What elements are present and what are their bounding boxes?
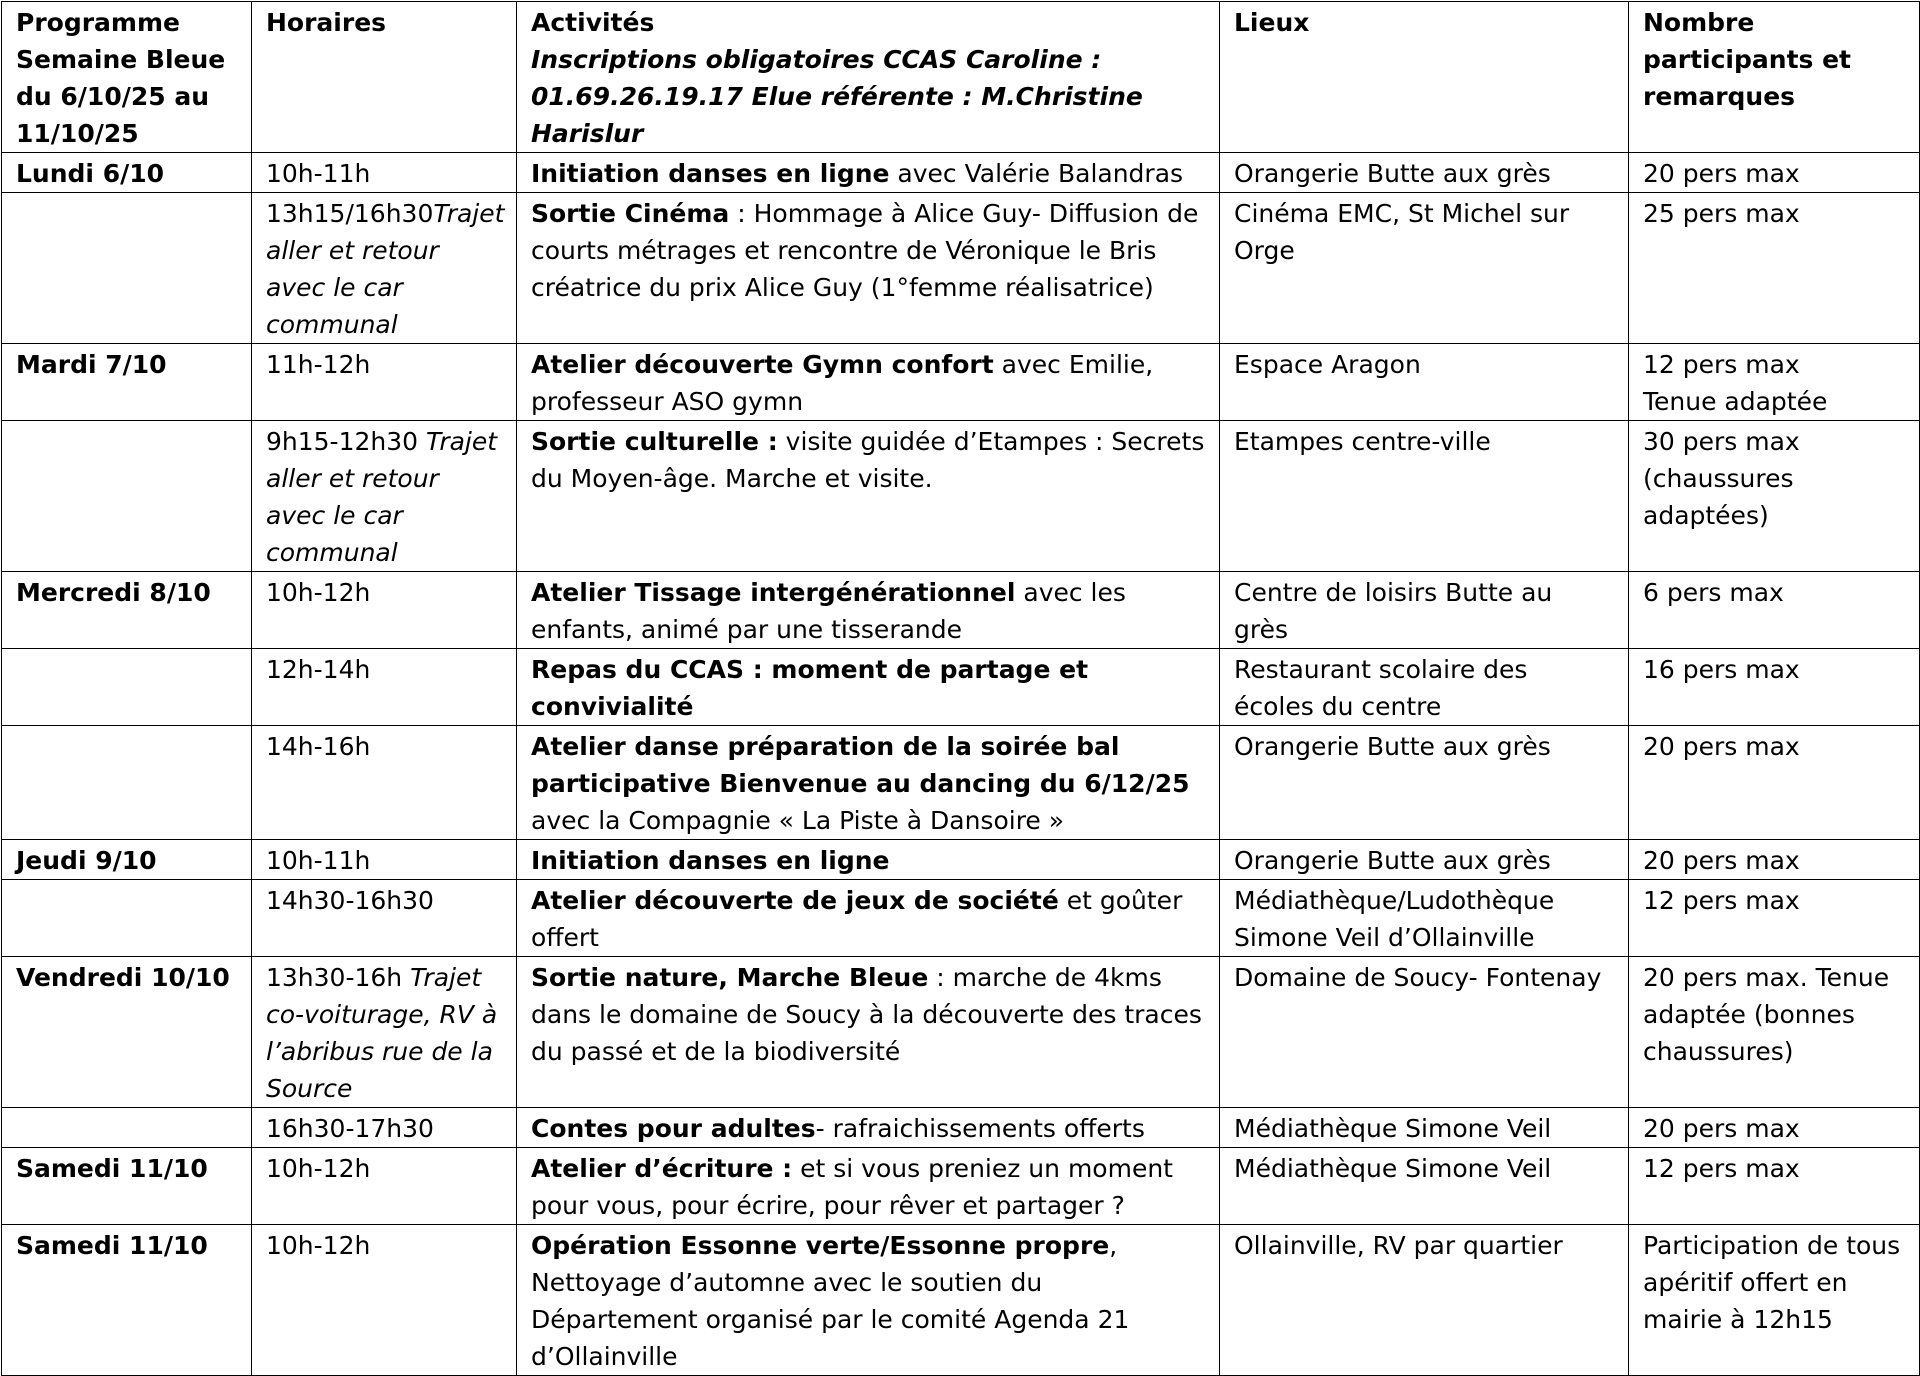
time-value: 13h15/16h30 [266,199,434,228]
day-cell [2,1108,252,1148]
header-lieux: Lieux [1220,2,1629,153]
activity-cell [517,153,1220,193]
time-cell [252,421,517,572]
time-cell [252,572,517,649]
activity-details: : Hommage à Alice Guy- Diffusion de courts métrages et rencontre de Véronique le Bris créatrice du prix Alice Guy (1°femme réalisatrice) [531,199,1199,302]
time-value: 14h30-16h30 [266,886,434,915]
time-cell [252,649,517,726]
place-cell: Ollainville, RV par quartier [1220,1225,1629,1376]
day-cell: Lundi 6/10 [2,153,252,193]
place-cell: Médiathèque/Ludothèque Simone Veil d’Ollainville [1220,880,1629,957]
place-cell: Médiathèque Simone Veil [1220,1148,1629,1225]
time-cell [252,957,517,1108]
remarks-cell: 20 pers max [1629,1108,1920,1148]
header-participants: Nombre participants et remarques [1629,2,1920,153]
time-cell [252,193,517,344]
activity-details: et si vous preniez un moment pour vous, pour écrire, pour rêver et partager ? [531,1154,1173,1220]
activity-title: Sortie Cinéma [531,199,730,228]
time-cell [252,1148,517,1225]
activity-details: avec Valérie Balandras [889,159,1184,188]
time-value: 12h-14h [266,655,371,684]
place-cell: Restaurant scolaire des écoles du centre [1220,649,1629,726]
remarks-cell: 12 pers max [1629,880,1920,957]
activity-title: Atelier d’écriture : [531,1154,793,1183]
activity-cell [517,193,1220,344]
day-cell [2,649,252,726]
activity-title: Initiation danses en ligne [531,846,890,875]
time-value: 10h-12h [266,1154,371,1183]
activity-title: Sortie nature, Marche Bleue [531,963,929,992]
time-note: Trajet aller et retour avec le car communal [266,199,505,339]
activity-cell [517,840,1220,880]
activity-cell [517,649,1220,726]
remarks-cell: 20 pers max. Tenue adaptée (bonnes chaussures) [1629,957,1920,1108]
table-row [2,840,1920,880]
remarks-cell: 30 pers max (chaussures adaptées) [1629,421,1920,572]
table-row [2,1225,1920,1376]
place-cell: Centre de loisirs Butte au grès [1220,572,1629,649]
remarks-cell: 20 pers max [1629,153,1920,193]
activity-title: Atelier découverte de jeux de société [531,886,1059,915]
place-cell: Cinéma EMC, St Michel sur Orge [1220,193,1629,344]
table-row [2,649,1920,726]
activity-details: avec Emilie, professeur ASO gymn [531,350,1154,416]
place-cell: Etampes centre-ville [1220,421,1629,572]
remarks-cell: 12 pers max [1629,1148,1920,1225]
table-row [2,880,1920,957]
time-note: Trajet aller et retour avec le car communal [266,427,498,567]
schedule-table [1,1,1920,1376]
day-cell: Samedi 11/10 [2,1225,252,1376]
activity-title: Atelier danse préparation de la soirée bal participative Bienvenue au dancing du 6/12/25 [531,732,1190,798]
activity-cell [517,344,1220,421]
place-cell: Orangerie Butte aux grès [1220,726,1629,840]
day-cell: Mercredi 8/10 [2,572,252,649]
table-row [2,344,1920,421]
activity-title: Opération Essonne verte/Essonne propre [531,1231,1110,1260]
time-value: 13h30-16h [266,963,411,992]
activity-cell [517,726,1220,840]
activity-details: avec les enfants, animé par une tisserande [531,578,1126,644]
remarks-cell: 16 pers max [1629,649,1920,726]
time-cell [252,344,517,421]
activity-cell [517,880,1220,957]
place-cell: Orangerie Butte aux grès [1220,153,1629,193]
time-cell [252,840,517,880]
table-row [2,1108,1920,1148]
place-cell: Orangerie Butte aux grès [1220,840,1629,880]
day-cell: Samedi 11/10 [2,1148,252,1225]
remarks-cell: 12 pers max Tenue adaptée [1629,344,1920,421]
table-row [2,421,1920,572]
time-cell [252,880,517,957]
activity-cell [517,1108,1220,1148]
time-cell [252,1108,517,1148]
activity-title: Atelier Tissage intergénérationnel [531,578,1016,607]
activity-details: et goûter offert [531,886,1183,952]
activity-title: Repas du CCAS : moment de partage et convivialité [531,655,1089,721]
activity-cell [517,421,1220,572]
table-row [2,153,1920,193]
table-row [2,572,1920,649]
day-cell [2,726,252,840]
remarks-cell: 6 pers max [1629,572,1920,649]
time-value: 11h-12h [266,350,371,379]
day-cell: Mardi 7/10 [2,344,252,421]
activity-title: Initiation danses en ligne [531,159,890,188]
remarks-cell: Participation de tous apéritif offert en mairie à 12h15 [1629,1225,1920,1376]
table-row [2,957,1920,1108]
place-cell: Médiathèque Simone Veil [1220,1108,1629,1148]
activity-cell [517,1148,1220,1225]
header-programme: Programme Semaine Bleue du 6/10/25 au 11/10/25 [2,2,252,153]
day-cell [2,880,252,957]
time-value: 10h-11h [266,159,371,188]
time-value: 14h-16h [266,732,371,761]
header-activites: Activités Inscriptions obligatoires CCAS Caroline : 01.69.26.19.17 Elue référente : M.Christine Harislur [517,2,1220,153]
place-cell: Domaine de Soucy- Fontenay [1220,957,1629,1108]
day-cell: Jeudi 9/10 [2,840,252,880]
day-cell: Vendredi 10/10 [2,957,252,1108]
activity-title: Contes pour adultes [531,1114,816,1143]
time-value: 9h15-12h30 [266,427,426,456]
header-horaires: Horaires [252,2,517,153]
day-cell [2,193,252,344]
time-note: Trajet co-voiturage, RV à l’abribus rue de la Source [266,963,498,1103]
remarks-cell: 20 pers max [1629,726,1920,840]
place-cell: Espace Aragon [1220,344,1629,421]
activity-cell [517,957,1220,1108]
activity-details: , Nettoyage d’automne avec le soutien du Département organisé par le comité Agenda 21 d’Ollainville [531,1231,1130,1371]
activity-title: Sortie culturelle : [531,427,778,456]
table-row [2,193,1920,344]
day-cell [2,421,252,572]
activity-details: : marche de 4kms dans le domaine de Soucy à la découverte des traces du passé et de la biodiversité [531,963,1202,1066]
table-row [2,1148,1920,1225]
activity-cell [517,1225,1220,1376]
activity-details: - rafraichissements offerts [815,1114,1145,1143]
activity-details: avec la Compagnie « La Piste à Dansoire » [531,806,1065,835]
time-value: 16h30-17h30 [266,1114,434,1143]
time-value: 10h-12h [266,1231,371,1260]
header-row [2,2,1920,153]
time-cell [252,726,517,840]
time-value: 10h-11h [266,846,371,875]
remarks-cell: 20 pers max [1629,840,1920,880]
time-cell [252,1225,517,1376]
inscriptions-note: Inscriptions obligatoires CCAS Caroline : 01.69.26.19.17 Elue référente : M.Christine Harislur [531,45,1143,148]
activity-title: Atelier découverte Gymn confort [531,350,994,379]
activity-details: visite guidée d’Etampes : Secrets du Moyen-âge. Marche et visite. [531,427,1205,493]
time-value: 10h-12h [266,578,371,607]
table-row [2,726,1920,840]
time-cell [252,153,517,193]
activity-cell [517,572,1220,649]
remarks-cell: 25 pers max [1629,193,1920,344]
